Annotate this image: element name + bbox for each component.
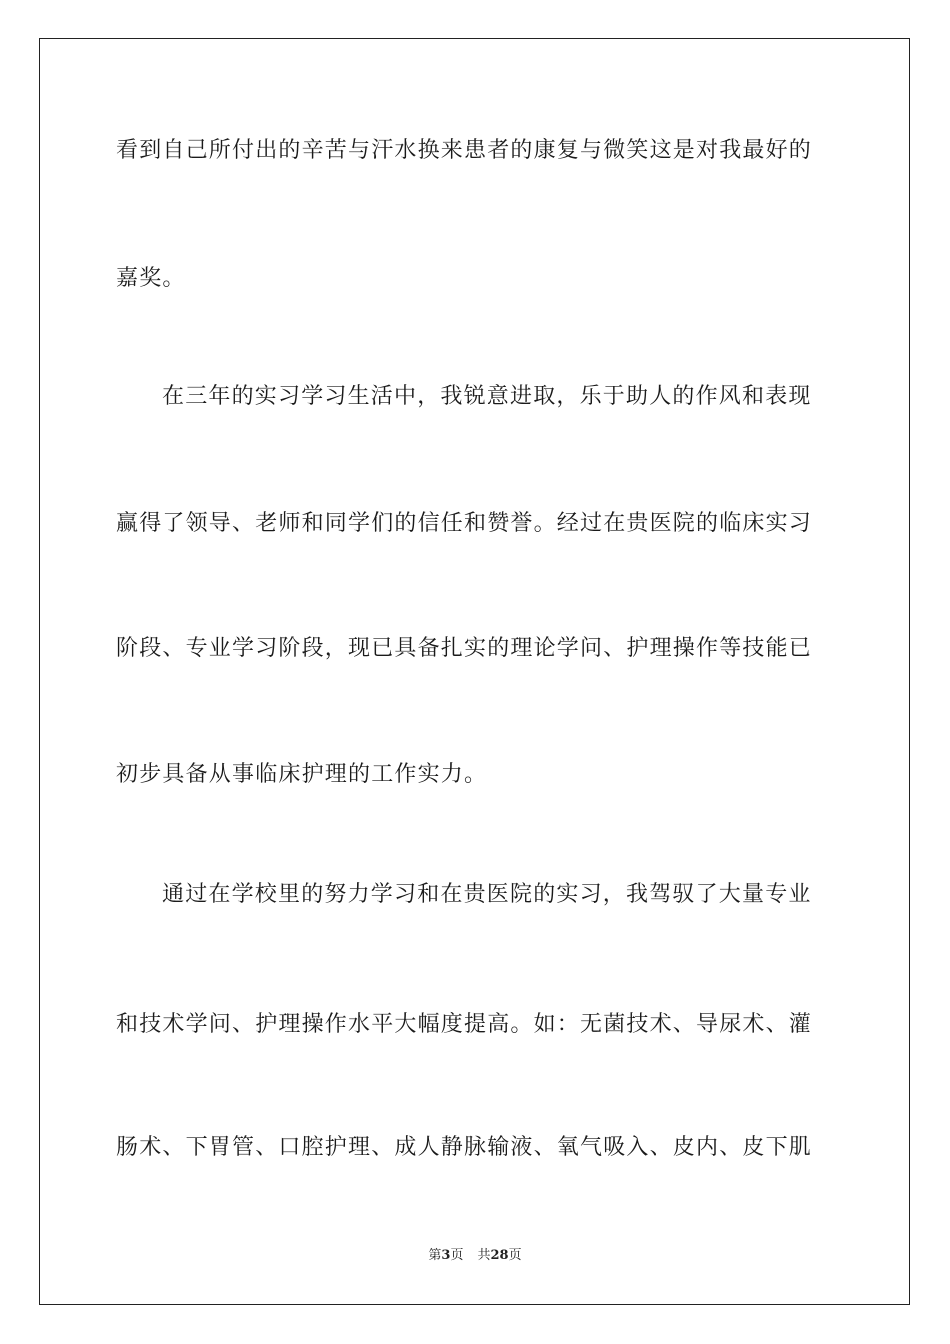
total-prefix: 共 <box>477 1248 491 1263</box>
text-line: 初步具备从事临床护理的工作实力。 <box>116 762 488 787</box>
text-line: 和技术学问、护理操作水平大幅度提高。如：无菌技术、导尿术、灌 <box>116 1012 813 1037</box>
page-suffix: 页 <box>450 1248 464 1263</box>
paragraph-first-line: 通过在学校里的努力学习和在贵医院的实习，我驾驭了大量专业 <box>162 882 812 907</box>
page-border <box>39 38 910 1305</box>
text-line: 看到自己所付出的辛苦与汗水换来患者的康复与微笑这是对我最好的 <box>116 138 813 163</box>
text-line: 赢得了领导、老师和同学们的信任和赞誉。经过在贵医院的临床实习 <box>116 511 813 536</box>
text-line: 嘉奖。 <box>116 266 186 291</box>
total-pages: 28 <box>490 1248 509 1263</box>
text-line: 阶段、专业学习阶段，现已具备扎实的理论学问、护理操作等技能已 <box>116 636 813 661</box>
total-suffix: 页 <box>508 1248 522 1263</box>
page-number: 3 <box>441 1248 451 1263</box>
page-prefix: 第 <box>428 1248 442 1263</box>
text-line: 肠术、下胃管、口腔护理、成人静脉输液、氧气吸入、皮内、皮下肌 <box>116 1135 813 1160</box>
page-footer <box>0 1247 950 1265</box>
paragraph-first-line: 在三年的实习学习生活中，我锐意进取，乐于助人的作风和表现 <box>162 384 812 409</box>
